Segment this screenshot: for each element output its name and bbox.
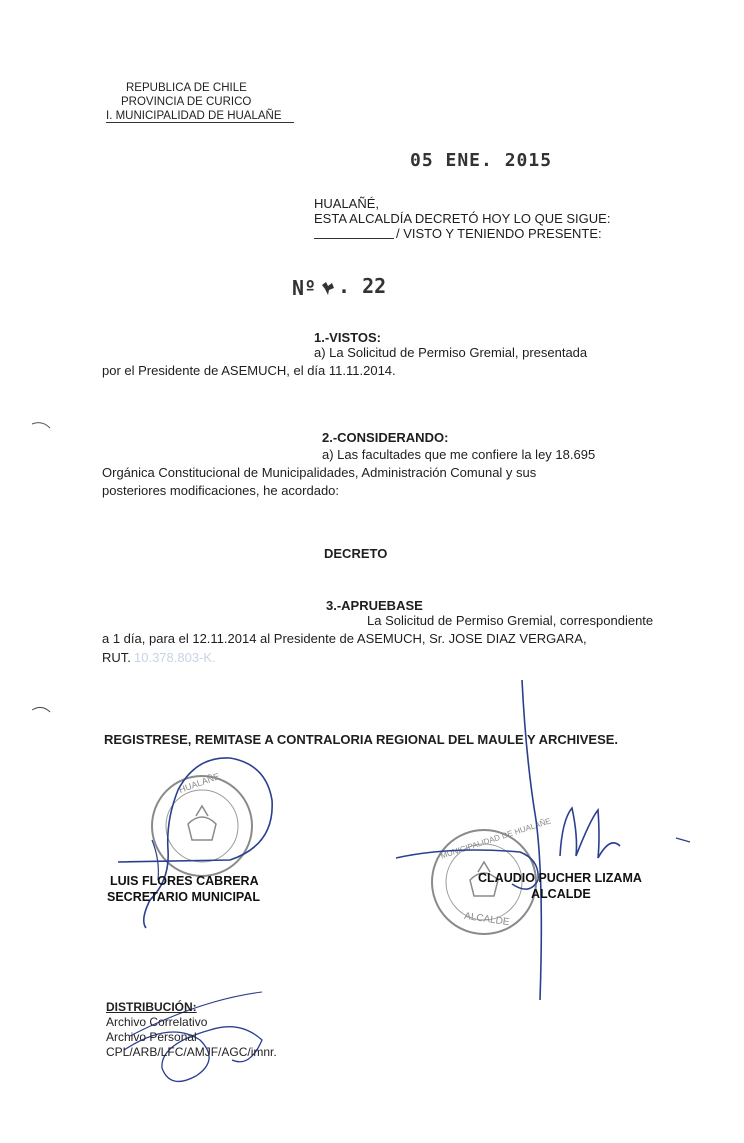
considerando-line2: Orgánica Constitucional de Municipalidades, Administración Comunal y sus <box>102 465 537 480</box>
vistos-title: 1.-VISTOS: <box>314 330 381 345</box>
date-stamp: 05 ENE. 2015 <box>410 150 553 171</box>
signatory-left-name: LUIS FLORES CABRERA <box>110 874 259 888</box>
apruebase-title: 3.-APRUEBASE <box>326 598 423 613</box>
seal-left-text: HUALAÑE <box>177 771 221 795</box>
distribution-item: Archivo Personal <box>106 1030 197 1044</box>
apruebase-rut-label: RUT. <box>102 650 131 665</box>
signatory-right-name: CLAUDIO PUCHER LIZAMA <box>478 871 642 885</box>
preamble-visto: / VISTO Y TENIENDO PRESENTE: <box>396 226 602 241</box>
seal-right-top-text: MUNICIPALIDAD DE HUALAÑE <box>439 816 553 861</box>
considerando-line1: a) Las facultades que me confiere la ley 18.695 <box>322 447 596 462</box>
header-line-municipalidad: I. MUNICIPALIDAD DE HUALAÑE <box>106 110 294 123</box>
decreto-heading: DECRETO <box>324 546 388 561</box>
signatory-right-role: ALCALDE <box>531 887 591 901</box>
considerando-line3: posteriores modificaciones, he acordado: <box>102 483 340 498</box>
header-line-republica: REPUBLICA DE CHILE <box>126 82 247 94</box>
closing-instructions: REGISTRESE, REMITASE A CONTRALORIA REGIONAL DEL MAULE Y ARCHIVESE. <box>104 732 619 747</box>
apruebase-line1: La Solicitud de Permiso Gremial, correspondiente <box>367 613 654 628</box>
decree-number-prefix: Nº <box>292 276 317 300</box>
vistos-line1: a) La Solicitud de Permiso Gremial, presentada <box>314 345 588 360</box>
signatory-left-role: SECRETARIO MUNICIPAL <box>107 890 261 904</box>
vistos-line2: por el Presidente de ASEMUCH, el día 11.11.2014. <box>102 363 396 378</box>
preamble-city: HUALAÑÉ, <box>314 196 380 211</box>
considerando-title: 2.-CONSIDERANDO: <box>322 430 449 445</box>
distribution-item: Archivo Correlativo <box>106 1015 208 1029</box>
preamble-decreed: ESTA ALCALDÍA DECRETÓ HOY LO QUE SIGUE: <box>314 211 611 226</box>
distribution-item: CPL/ARB/LFC/AMJF/AGC/imnr. <box>106 1045 277 1059</box>
seal-right-bottom-text: ALCALDE <box>463 910 511 929</box>
decree-number-value: . 22 <box>338 274 387 298</box>
header-line-provincia: PROVINCIA DE CURICO <box>121 96 252 108</box>
apruebase-rut-value: 10.378.803-K. <box>134 650 216 665</box>
distribution-title: DISTRIBUCIÓN: <box>106 1000 197 1014</box>
apruebase-line2: a 1 día, para el 12.11.2014 al Presidente de ASEMUCH, Sr. JOSE DIAZ VERGARA, <box>102 631 587 646</box>
